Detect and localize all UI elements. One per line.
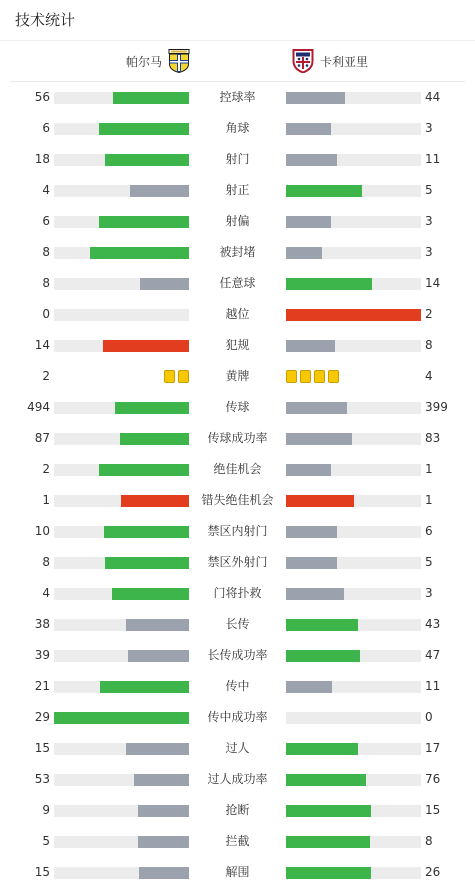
stat-row [0, 671, 475, 702]
away-stat-bar [286, 154, 421, 166]
away-stat-value: 399 [425, 400, 448, 414]
away-stat-bar-fill [286, 92, 345, 104]
home-stat-bar-fill [105, 154, 189, 166]
home-stat-value: 494 [27, 400, 50, 414]
home-stat-value: 2 [42, 369, 50, 383]
home-stat-value: 10 [34, 524, 50, 538]
home-stat-bar-fill [139, 867, 189, 879]
home-stat-bar [54, 743, 189, 755]
stat-label: 射正 [225, 183, 250, 197]
home-stat-bar-fill [138, 836, 189, 848]
yellow-card-icon [300, 370, 311, 383]
away-stat-bar [286, 340, 421, 352]
page-title: 技术统计 [0, 0, 475, 41]
stat-row [0, 640, 475, 671]
home-stat-bar [54, 867, 189, 879]
stat-label: 抢断 [225, 803, 250, 817]
away-stat-bar [286, 743, 421, 755]
away-stat-bar-fill [286, 433, 352, 445]
away-stat-bar [286, 309, 421, 321]
home-stat-value: 0 [42, 307, 50, 321]
stat-row [0, 857, 475, 888]
home-stat-bar [54, 340, 189, 352]
away-stat-value: 11 [425, 152, 441, 166]
away-stat-bar [286, 774, 421, 786]
home-stat-bar [54, 836, 189, 848]
away-stat-bar-fill [286, 774, 366, 786]
away-stat-value: 3 [425, 214, 433, 228]
home-stat-bar-fill [134, 774, 189, 786]
home-stat-bar-fill [90, 247, 189, 259]
stat-row [0, 702, 475, 733]
stat-row [0, 299, 475, 330]
home-stat-value: 21 [34, 679, 50, 693]
stat-label: 传中成功率 [207, 710, 268, 724]
teams-header [10, 41, 465, 82]
away-stat-bar-fill [286, 619, 358, 631]
cagliari-crest-icon [292, 49, 314, 73]
away-stat-bar [286, 402, 421, 414]
stat-row [0, 144, 475, 175]
home-stat-bar-fill [104, 526, 189, 538]
home-stat-value: 53 [34, 772, 50, 786]
home-stat-value: 39 [34, 648, 50, 662]
home-stat-bar [54, 216, 189, 228]
away-stat-bar [286, 123, 421, 135]
home-stat-bar [54, 774, 189, 786]
stat-row [0, 795, 475, 826]
away-stat-value: 14 [425, 276, 441, 290]
away-stat-bar [286, 650, 421, 662]
home-stat-bar [54, 526, 189, 538]
home-stat-value: 6 [42, 121, 50, 135]
away-stat-value: 11 [425, 679, 441, 693]
away-stat-value: 5 [425, 555, 433, 569]
home-stat-bar [54, 619, 189, 631]
away-stat-bar [286, 216, 421, 228]
away-stat-value: 44 [425, 90, 441, 104]
away-stat-bar-fill [286, 278, 372, 290]
away-stat-value: 76 [425, 772, 441, 786]
stat-row [0, 82, 475, 113]
stat-label: 任意球 [219, 276, 256, 290]
away-stat-value: 15 [425, 803, 441, 817]
away-stat-value: 3 [425, 245, 433, 259]
home-stat-bar [54, 712, 189, 724]
stat-label: 错失绝佳机会 [201, 493, 274, 507]
away-stat-bar-fill [286, 681, 332, 693]
away-stat-bar-fill [286, 836, 370, 848]
home-stat-value: 56 [34, 90, 50, 104]
away-stat-value: 83 [425, 431, 441, 445]
home-stat-value: 1 [42, 493, 50, 507]
home-stat-value: 8 [42, 245, 50, 259]
away-stat-bar [286, 805, 421, 817]
away-stat-bar [286, 588, 421, 600]
home-yellow-cards [164, 370, 189, 383]
away-stat-value: 1 [425, 493, 433, 507]
away-stat-bar-fill [286, 247, 322, 259]
away-stat-bar [286, 464, 421, 476]
stat-label: 黄牌 [225, 369, 250, 383]
home-stat-value: 87 [34, 431, 50, 445]
home-stat-bar-fill [115, 402, 189, 414]
away-stat-value: 5 [425, 183, 433, 197]
home-stat-value: 15 [34, 865, 50, 879]
stat-row [0, 516, 475, 547]
home-stat-value: 15 [34, 741, 50, 755]
home-stat-value: 2 [42, 462, 50, 476]
home-stat-bar-fill [126, 619, 189, 631]
home-stat-value: 29 [34, 710, 50, 724]
home-stat-bar-fill [113, 92, 189, 104]
away-stat-bar [286, 278, 421, 290]
home-stat-value: 8 [42, 276, 50, 290]
home-stat-bar [54, 681, 189, 693]
away-stat-bar-fill [286, 805, 371, 817]
away-team[interactable] [292, 49, 368, 73]
stat-label: 禁区内射门 [207, 524, 268, 538]
stat-row [0, 454, 475, 485]
stat-label: 传球 [225, 400, 250, 414]
away-yellow-cards [286, 370, 339, 383]
away-stat-value: 8 [425, 834, 433, 848]
stat-label: 射门 [225, 152, 250, 166]
home-stat-value: 14 [34, 338, 50, 352]
home-stat-bar [54, 154, 189, 166]
home-stat-bar-fill [99, 216, 189, 228]
home-stat-bar-fill [54, 712, 189, 724]
stat-row [0, 764, 475, 795]
stat-label: 绝佳机会 [213, 462, 262, 476]
away-stat-bar [286, 681, 421, 693]
home-stat-bar-fill [105, 557, 189, 569]
home-stat-bar-fill [99, 123, 189, 135]
home-stat-bar-fill [121, 495, 189, 507]
home-stat-bar [54, 247, 189, 259]
stat-row [0, 578, 475, 609]
away-stat-value: 3 [425, 121, 433, 135]
home-stat-bar [54, 433, 189, 445]
home-stat-bar [54, 650, 189, 662]
home-stat-bar [54, 495, 189, 507]
home-stat-bar-fill [138, 805, 189, 817]
home-stat-bar [54, 402, 189, 414]
home-stat-bar-fill [100, 681, 189, 693]
home-stat-value: 5 [42, 834, 50, 848]
stat-label: 传中 [225, 679, 250, 693]
stat-row [0, 206, 475, 237]
away-stat-bar-fill [286, 309, 421, 321]
home-stat-bar-fill [128, 650, 189, 662]
stat-row [0, 361, 475, 392]
stat-label: 长传成功率 [207, 648, 268, 662]
home-stat-bar-fill [99, 464, 189, 476]
away-stat-bar [286, 495, 421, 507]
stat-row [0, 268, 475, 299]
stat-label: 角球 [225, 121, 250, 135]
away-stat-bar-fill [286, 557, 337, 569]
away-stat-bar-fill [286, 154, 337, 166]
stat-row [0, 330, 475, 361]
stat-label: 过人成功率 [207, 772, 268, 786]
away-stat-value: 1 [425, 462, 433, 476]
stat-label: 越位 [225, 307, 250, 321]
parma-crest-icon [168, 49, 190, 73]
stat-label: 传球成功率 [207, 431, 268, 445]
stat-label: 控球率 [219, 90, 256, 104]
stat-row [0, 609, 475, 640]
home-stat-bar-fill [120, 433, 189, 445]
stat-row [0, 826, 475, 857]
away-stat-value: 47 [425, 648, 441, 662]
away-stat-value: 2 [425, 307, 433, 321]
home-stat-value: 4 [42, 586, 50, 600]
yellow-card-icon [314, 370, 325, 383]
home-stat-bar-fill [140, 278, 189, 290]
away-stat-bar-fill [286, 743, 358, 755]
home-stat-bar [54, 588, 189, 600]
yellow-card-icon [286, 370, 297, 383]
home-stat-bar [54, 278, 189, 290]
away-stat-value: 17 [425, 741, 441, 755]
home-stat-bar-fill [126, 743, 189, 755]
stat-label: 长传 [225, 617, 250, 631]
away-stat-value: 43 [425, 617, 441, 631]
away-stat-bar-fill [286, 216, 331, 228]
stat-row [0, 547, 475, 578]
away-stat-bar-fill [286, 495, 354, 507]
home-team-name: 帕尔马 [125, 54, 162, 69]
home-team[interactable] [126, 49, 190, 73]
yellow-card-icon [178, 370, 189, 383]
home-stat-bar [54, 464, 189, 476]
away-stat-value: 26 [425, 865, 441, 879]
away-stat-bar [286, 526, 421, 538]
stat-row [0, 485, 475, 516]
stat-row [0, 733, 475, 764]
away-stat-value: 3 [425, 586, 433, 600]
home-stat-bar-fill [103, 340, 189, 352]
away-stat-bar [286, 557, 421, 569]
away-stat-bar-fill [286, 588, 344, 600]
away-stat-value: 4 [425, 369, 433, 383]
stat-label: 射偏 [225, 214, 250, 228]
away-stat-bar-fill [286, 526, 337, 538]
away-stat-bar-fill [286, 464, 331, 476]
home-stat-bar [54, 805, 189, 817]
away-stat-bar [286, 867, 421, 879]
away-stat-bar [286, 92, 421, 104]
stat-label: 门将扑救 [213, 586, 262, 600]
stat-row [0, 392, 475, 423]
home-stat-value: 6 [42, 214, 50, 228]
away-stat-bar [286, 185, 421, 197]
home-stat-bar [54, 185, 189, 197]
stat-row [0, 423, 475, 454]
away-stat-bar [286, 433, 421, 445]
yellow-card-icon [328, 370, 339, 383]
home-stat-bar-fill [130, 185, 189, 197]
away-stat-bar [286, 836, 421, 848]
stat-label: 拦截 [225, 834, 250, 848]
home-stat-value: 9 [42, 803, 50, 817]
away-stat-value: 0 [425, 710, 433, 724]
home-stat-bar [54, 309, 189, 321]
stat-label: 解围 [225, 865, 250, 879]
yellow-card-icon [164, 370, 175, 383]
away-stat-bar-fill [286, 867, 371, 879]
home-stat-value: 8 [42, 555, 50, 569]
away-stat-bar [286, 247, 421, 259]
stat-row [0, 237, 475, 268]
away-stat-bar-fill [286, 402, 347, 414]
home-stat-value: 38 [34, 617, 50, 631]
away-stat-bar [286, 619, 421, 631]
away-stat-bar-fill [286, 123, 331, 135]
stat-row [0, 113, 475, 144]
away-stat-bar-fill [286, 340, 335, 352]
away-stat-bar [286, 712, 421, 724]
away-team-name: 卡利亚里 [320, 54, 369, 69]
stat-label: 犯规 [225, 338, 250, 352]
stat-label: 过人 [225, 741, 250, 755]
stat-row [0, 175, 475, 206]
home-stat-value: 18 [34, 152, 50, 166]
away-stat-value: 6 [425, 524, 433, 538]
home-stat-bar-fill [112, 588, 189, 600]
stat-label: 被封堵 [219, 245, 256, 259]
home-stat-bar [54, 123, 189, 135]
home-stat-value: 4 [42, 183, 50, 197]
away-stat-bar-fill [286, 650, 360, 662]
away-stat-value: 8 [425, 338, 433, 352]
stat-label: 禁区外射门 [207, 555, 268, 569]
home-stat-bar [54, 92, 189, 104]
away-stat-bar-fill [286, 185, 362, 197]
home-stat-bar [54, 557, 189, 569]
